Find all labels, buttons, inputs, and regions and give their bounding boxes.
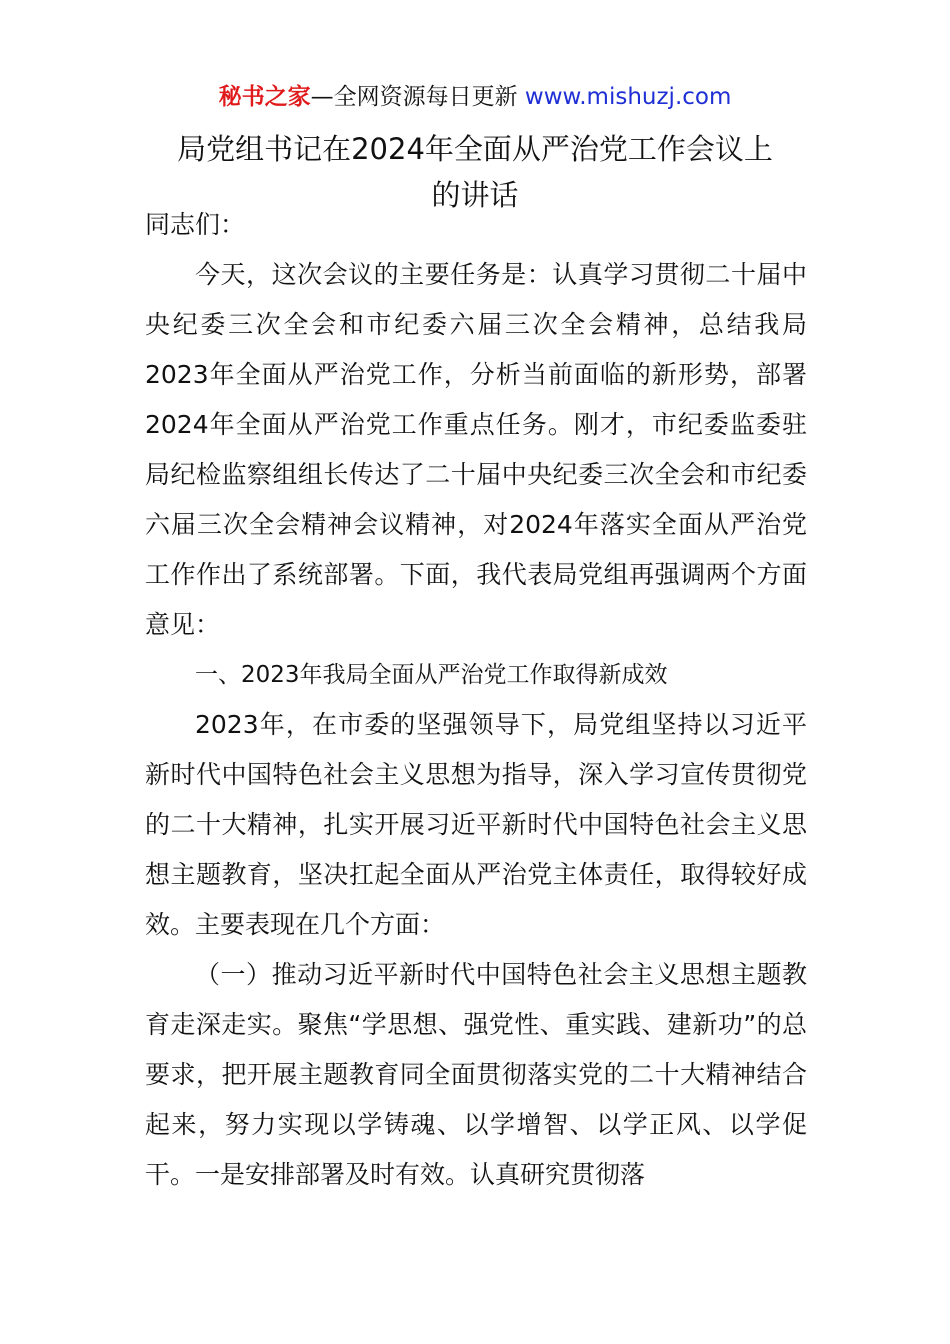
section-heading-1: 一、2023年我局全面从严治党工作取得新成效 [195,662,668,688]
site-brand: 秘书之家 [218,84,311,110]
site-tagline: —全网资源每日更新 [310,84,525,110]
document-title-line-2: 的讲话 [431,178,519,212]
paragraph-summary: 2023年，在市委的坚强领导下，局党组坚持以习近平新时代中国特色社会主义思想为指导，深入学习宣传贯彻党的二十大精神，扎实开展习近平新时代中国特色社会主义思想主题教育，坚决扛起全面从严治党主体责任，取得较好成效。主要表现在几个方面： [145,710,807,939]
salutation: 同志们： [145,210,246,239]
site-url-link[interactable]: www.mishuzj.com [524,84,732,110]
document-body [145,200,807,1200]
document-title-line-1: 局党组书记在2024年全面从严治党工作会议上 [177,132,773,166]
paragraph-intro: 今天，这次会议的主要任务是：认真学习贯彻二十届中央纪委三次全会和市纪委六届三次全会精神，总结我局2023年全面从严治党工作，分析当前面临的新形势，部署2024年全面从严治党工作重点任务。刚才，市纪委监委驻局纪检监察组组长传达了二十届中央纪委三次全会和市纪委六届三次全会精神会议精神，对2024年落实全面从严治党工作作出了系统部署。下面，我代表局党组再强调两个方面意见： [145,260,807,639]
paragraph-subsection-1: （一）推动习近平新时代中国特色社会主义思想主题教育走深走实。聚焦“学思想、强党性、重实践、建新功”的总要求，把开展主题教育同全面贯彻落实党的二十大精神结合起来，努力实现以学铸魂、以学增智、以学正风、以学促干。一是安排部署及时有效。认真研究贯彻落 [145,960,807,1189]
site-header [0,80,950,114]
